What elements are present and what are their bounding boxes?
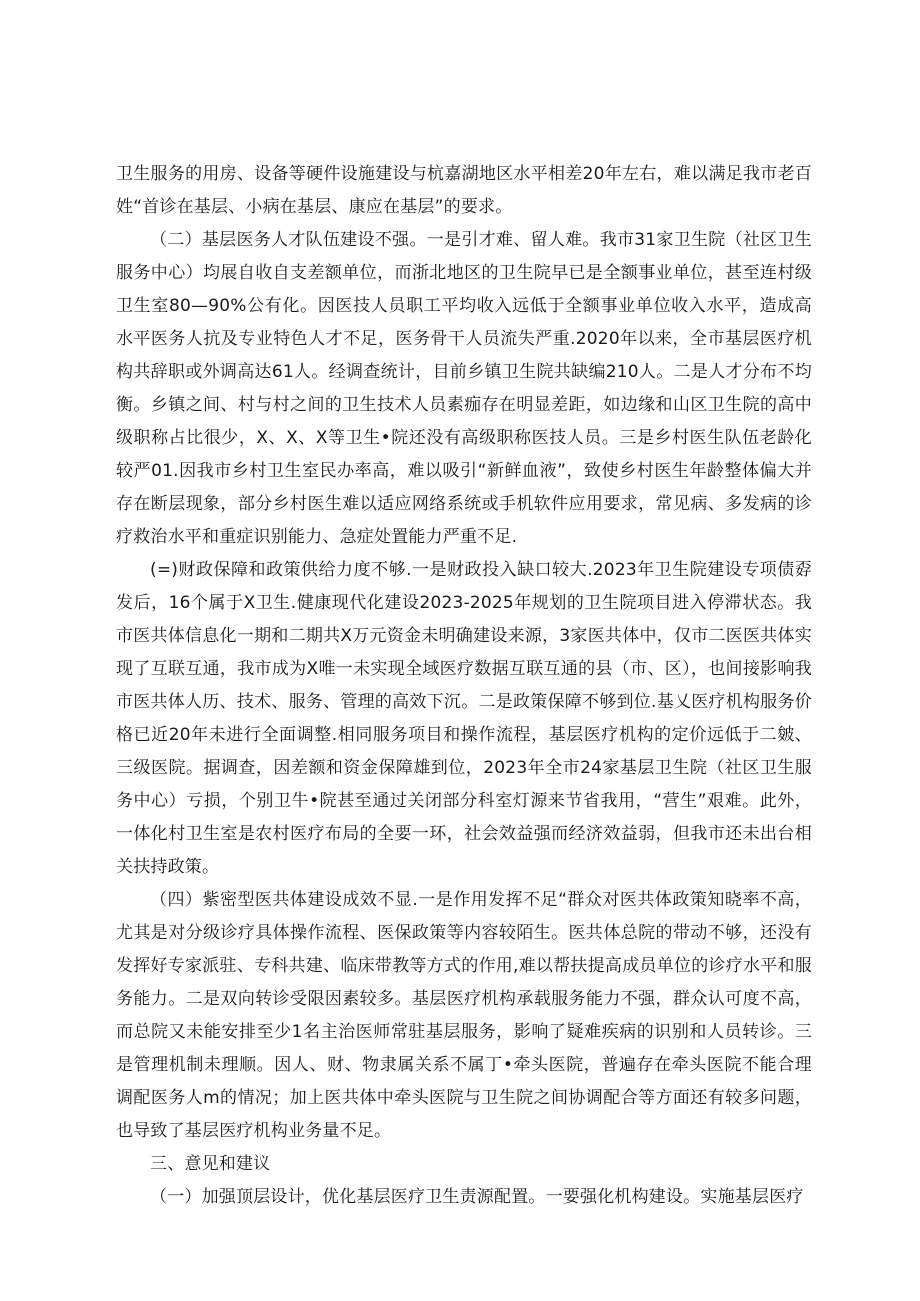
paragraph-section-4-medical-community: （四）紫密型医共体建设成效不显.一是作用发挥不足“群众对医共体政策知晓率不高，尤其是对分级诊疗具体操作流程、医保政策等内容较陌生。医共体总院的带动不够，还没有发挥好专家派驻、专科共建、临床带教等方式的作用,难以帮扶提高成员单位的诊疗水平和服务能力。二是双向转诊受限因素较多。基层医疗机构承载服务能力不强，群众认可度不高，而总院又未能安排至少1名主治医师常驻基层服务，影响了疑难疾病的识别和人员转诊。三是管理机制未理顺。因人、财、物隶属关系不属丁•牵头医院，普遍存在牵头医院不能合理调配医务人m的情况；加上医共体中牵头医院与卫生院之间协调配合等方面还有较多问题，也导致了基层医疗机构业务量不足。 [116,890,812,1141]
paragraph-section-3-fiscal-policy: (=)财政保障和政策供给力度不够.一是财政投入缺口较大.2023年卫生院建设专项债孬发后，16个属于X卫生.健康现代化建设2023-2025年规划的卫生院项目进入停滞状态。我市医共体信息化一期和二期共X万元资金未明确建设来源，3家医共体中，仅市二医医共体实现了互联互通，我市成为X唯一未实现全域医疗数据互联互通的县（市、区），也间接影响我市医共体人历、技术、服务、管理的高效下沉。二是政策保障不够到位.基乂医疗机构服务价格已近20年未进行全面调整.相同服务项目和操作流程，基层医疗机构的定价远低于二皴、三级医院。据调查，因差额和资金保障雄到位，2023年全市24家基层卫生院（社区卫生服务中心）亏损，个别卫牛•院甚至通过关闭部分科室灯源来节省我用，“营生”艰难。此外，一体化村卫生室是农村医疗布局的全要一环，社会效益强而经济效益弱，但我市还未出台相关扶持政策。 [116,560,812,877]
paragraph-section-2-medical-talent: （二）基层医务人才队伍建设不强。一是引才难、留人难。我市31家卫生院（社区卫生服务中心）均展自收自支差额单位，而浙北地区的卫生院早已是全额事业单位，甚至连村级卫生室80—90%公有化。因医技人员职工平均收入远低于全额事业单位收入水平，造成高水平医务人抗及专业特色人才不足，医务骨干人员流失严重.2020年以来，全市基层医疗机构共辞职或外调高达61人。经调查统计，目前乡镇卫生院共缺编210人。二是人才分布不均衡。乡镇之间、村与村之间的卫生技术人员素痂存在明显差距，如边缘和山区卫生院的高中级职称占比很少，X、X、X等卫生•院还没有高级职称医技人员。三是乡村医生队伍老龄化较严01.因我市乡村卫生室民办率高，难以吸引“新鲜血液”，致使乡村医生年龄整体偏大并存在断层现象，部分乡村医生难以适应网络系统或手机软件应用要求，常见病、多发病的诊疗救治水平和重症识别能力、急症处置能力严重不足. [116,230,812,547]
paragraph-intro-continuation: 卫生服务的用房、设备等硬件设施建设与杭嘉湖地区水平相差20年左右，难以满足我市老百姓“首诊在基层、小病在基层、康应在基层”的要求。 [116,164,812,217]
document-body [116,158,812,1214]
section-heading-suggestions: 三、意见和建议 [150,1154,271,1174]
paragraph-suggestion-1: （一）加强顶层设计，优化基层医疗卫生责源配置。一要强化机构建设。实施基层医疗 [150,1187,804,1207]
